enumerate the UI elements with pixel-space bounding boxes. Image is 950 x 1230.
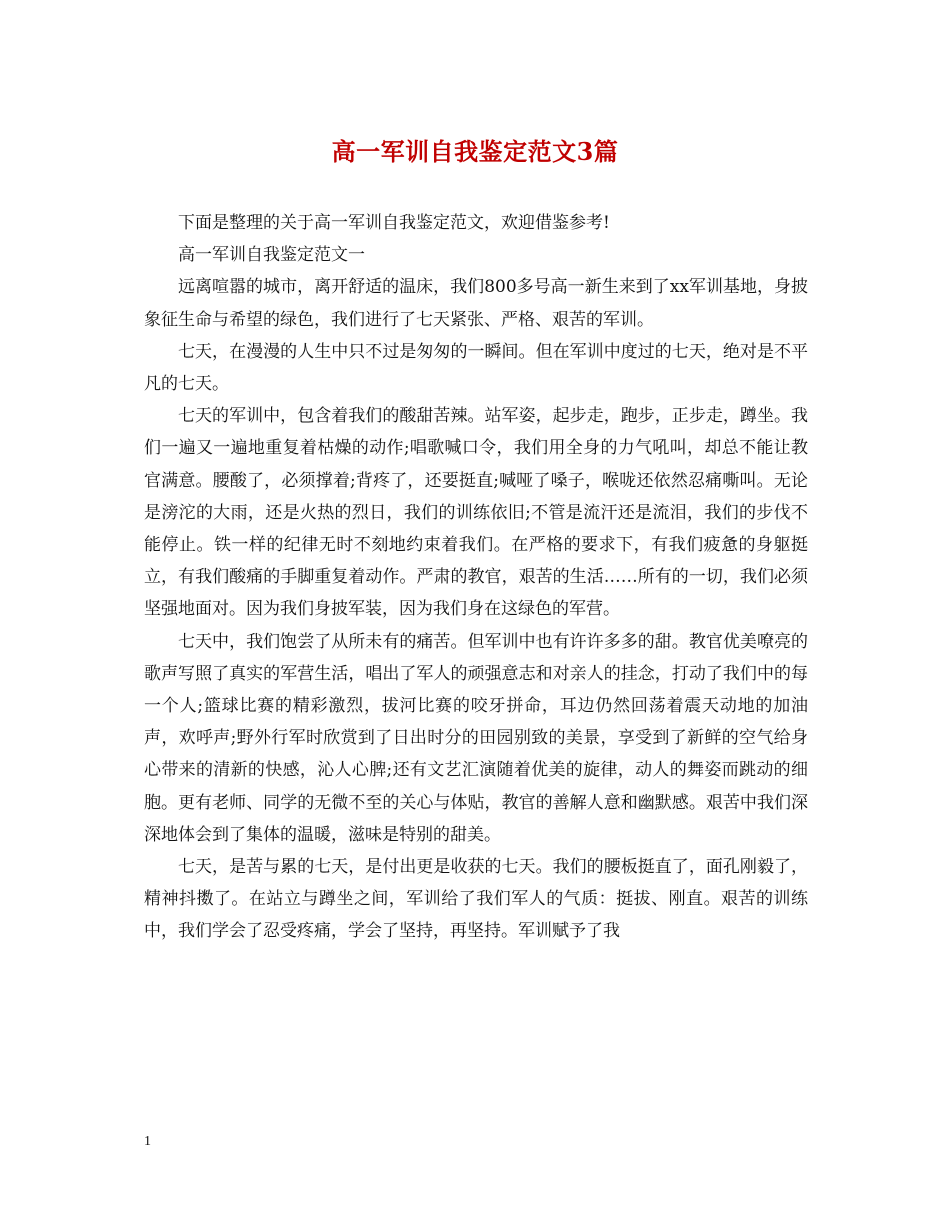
page-number: 1 xyxy=(144,1134,151,1149)
document-title: 高一军训自我鉴定范文3篇 xyxy=(331,137,619,166)
document-body xyxy=(144,207,808,948)
body-paragraph: 远离喧嚣的城市，离开舒适的温床，我们800多号高一新生来到了xx军训基地，身披象征生命与希望的绿色，我们进行了七天紧张、严格、艰苦的军训。 xyxy=(144,277,808,330)
body-paragraph: 七天，是苦与累的七天，是付出更是收获的七天。我们的腰板挺直了，面孔刚毅了，精神抖擞了。在站立与蹲坐之间，军训给了我们军人的气质：挺拔、刚直。艰苦的训练中，我们学会了忍受疼痛，学会了坚持，再坚持。军训赋予了我 xyxy=(144,857,808,942)
intro-paragraph: 下面是整理的关于高一军训自我鉴定范文，欢迎借鉴参考! xyxy=(178,213,610,233)
body-paragraph: 七天的军训中，包含着我们的酸甜苦辣。站军姿，起步走，跑步，正步走，蹲坐。我们一遍又一遍地重复着枯燥的动作;唱歌喊口令，我们用全身的力气吼叫，却总不能让教官满意。腰酸了，必须撑着;背疼了，还要挺直;喊哑了嗓子，喉咙还依然忍痛嘶叫。无论是滂沱的大雨，还是火热的烈日，我们的训练依旧;不管是流汗还是流泪，我们的步伐不能停止。铁一样的纪律无时不刻地约束着我们。在严格的要求下，有我们疲惫的身躯挺立，有我们酸痛的手脚重复着动作。严肃的教官，艰苦的生活……所有的一切，我们必须坚强地面对。因为我们身披军装，因为我们身在这绿色的军营。 xyxy=(144,406,808,620)
section-heading: 高一军训自我鉴定范文一 xyxy=(178,245,365,266)
body-paragraph: 七天，在漫漫的人生中只不过是匆匆的一瞬间。但在军训中度过的七天，绝对是不平凡的七天。 xyxy=(144,341,808,395)
body-paragraph: 七天中，我们饱尝了从所未有的痛苦。但军训中也有许许多多的甜。教官优美嘹亮的歌声写照了真实的军营生活，唱出了军人的顽强意志和对亲人的挂念，打动了我们中的每一个人;篮球比赛的精彩激烈，拔河比赛的咬牙拼命，耳边仍然回荡着震天动地的加油声，欢呼声;野外行军时欣赏到了日出时分的田园别致的美景，享受到了新鲜的空气给身心带来的清新的快感，沁人心脾;还有文艺汇演随着优美的旋律，动人的舞姿而跳动的细胞。更有老师、同学的无微不至的关心与体贴，教官的善解人意和幽默感。艰苦中我们深深地体会到了集体的温暖，滋味是特别的甜美。 xyxy=(144,631,808,845)
